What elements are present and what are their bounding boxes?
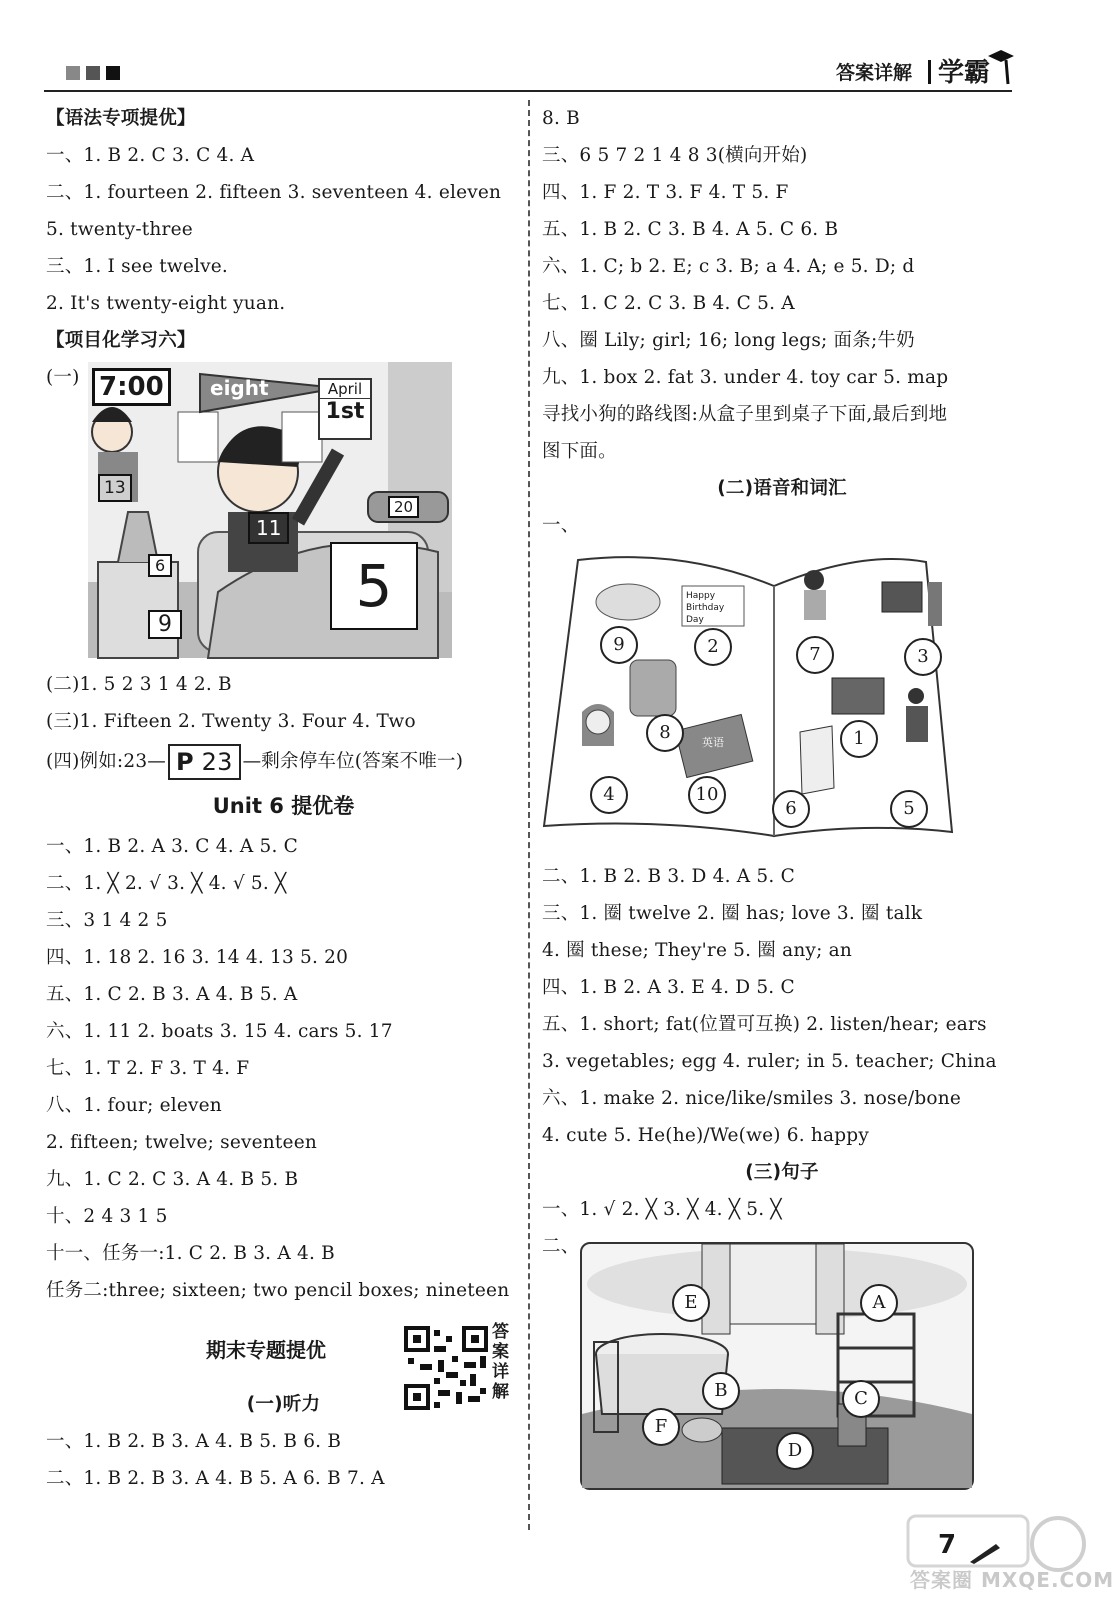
room-letter: D [776,1432,814,1470]
answer-line: 八、圈 Lily; girl; 16; long legs; 面条;牛奶 [542,330,915,351]
answer-line: 三、3 1 4 2 5 [46,910,168,931]
answer-line: 七、1. C 2. C 3. B 4. C 5. A [542,293,795,314]
grammar-section-title: 【语法专项提优】 [46,108,196,129]
part-label: (一) [46,367,80,388]
answer-line: 十、2 4 3 1 5 [46,1206,168,1227]
answer-line: 3. vegetables; egg 4. ruler; in 5. teacher; China [542,1051,997,1072]
answer-line: 一、1. B 2. B 3. A 4. B 5. B 6. B [46,1431,342,1452]
answer-line: 四、1. 18 2. 16 3. 14 4. 13 5. 20 [46,947,349,968]
parking-sign [168,744,241,780]
answer-line: 8. B [542,108,580,129]
bedroom-illustration [88,362,452,658]
answer-line: 二、1. fourteen 2. fifteen 3. seventeen 4. eleven [46,182,502,203]
project-section-title: 【项目化学习六】 [46,330,196,351]
answer-line: 五、1. C 2. B 3. A 4. B 5. A [46,984,298,1005]
answer-line: 4. 圈 these; They're 5. 圈 any; an [542,940,852,961]
answer-line: 九、1. box 2. fat 3. under 4. toy car 5. map [542,367,949,388]
calendar-day: 1st [325,399,365,424]
picture-number: 9 [600,626,638,664]
paper-number-label: 5 [330,542,418,630]
drawer-number-label: 9 [148,610,182,639]
watermark [898,1502,1114,1598]
calendar [318,378,372,440]
picture-number: 3 [904,638,942,676]
unit6-title: Unit 6 提优卷 [212,794,355,818]
header-divider [928,60,931,84]
section2-label: 一、 [542,515,580,536]
answer-line: 图下面。 [542,441,617,462]
birthday-card-text: Happy Birthday Day [686,591,725,625]
section3-title: (三)句子 [745,1162,819,1183]
picture-number: 6 [772,790,810,828]
pennant-label: eight [200,368,340,414]
watermark-text: 答案圈 MXQE.COM [910,1568,1114,1592]
column-divider [528,100,530,1530]
radio-number-label: 20 [388,496,419,518]
book-illustration [542,556,954,846]
answer-line: 三、6 5 7 2 1 4 8 3(横向开始) [542,145,808,166]
parking-sign-letter: P [176,748,194,776]
answer-line: 五、1. B 2. C 3. B 4. A 5. C 6. B [542,219,839,240]
listening-block [46,1386,521,1497]
parking-sign-number: 23 [201,748,233,776]
header-rule [44,90,1012,92]
boy-number-label: 13 [98,474,132,502]
qr-caption: 答案详解 [492,1322,509,1402]
mug-number-label: 6 [148,554,172,577]
clock-label: 7:00 [92,368,171,406]
answer-line: 十一、任务一:1. C 2. B 3. A 4. B [46,1243,335,1264]
answer-line: 二、1. B 2. B 3. A 4. B 5. A 6. B 7. A [46,1468,385,1489]
room-letter: B [702,1372,740,1410]
answer-line: 任务二:three; sixteen; two pencil boxes; nineteen [46,1280,510,1301]
answer-line: 六、1. 11 2. boats 3. 15 4. cars 5. 17 [46,1021,393,1042]
answer-line: (三)1. Fifteen 2. Twenty 3. Four 4. Two [46,711,416,732]
part4-line [46,740,521,784]
right-column [542,100,1022,544]
room-letter: C [842,1380,880,1418]
book-cover-text: 英语 [702,736,724,749]
answer-line: 八、1. four; eleven [46,1095,222,1116]
answer-line: 一、1. B 2. C 3. C 4. A [46,145,255,166]
picture-number: 7 [796,636,834,674]
answer-line: 六、1. make 2. nice/like/smiles 3. nose/bone [542,1088,961,1109]
calendar-month: April [320,380,370,399]
answer-line: (二)1. 5 2 3 1 4 2. B [46,674,232,695]
answer-line: 九、1. C 2. C 3. A 4. B 5. B [46,1169,299,1190]
graduation-cap-icon [986,44,1016,86]
answer-line: 四、1. F 2. T 3. F 4. T 5. F [542,182,789,203]
picture-number: 8 [646,714,684,752]
part4-suffix: —剩余停车位(答案不唯一) [242,751,464,772]
picture-number: 2 [694,628,732,666]
brand-logo: 学霸 [938,58,991,88]
answer-line: 2. It's twenty-eight yuan. [46,293,286,314]
answer-line: 七、1. T 2. F 3. T 4. F [46,1058,250,1079]
picture-number: 4 [590,776,628,814]
answer-line: 2. fifteen; twelve; seventeen [46,1132,317,1153]
answer-line: 二、1. B 2. B 3. D 4. A 5. C [542,866,795,887]
answer-line: 三、1. I see twelve. [46,256,229,277]
right-column-lower [542,858,1022,1265]
answer-line: 5. twenty-three [46,219,193,240]
header-squares [66,66,120,80]
picture-number: 10 [688,776,726,814]
header-title: 答案详解 [836,62,913,84]
picture-number: 1 [840,720,878,758]
room-question-label: 二、 [542,1236,580,1257]
answer-line: 寻找小狗的路线图:从盒子里到桌子下面,最后到地 [542,404,948,425]
room-letter: F [642,1408,680,1446]
answer-line: 4. cute 5. He(he)/We(we) 6. happy [542,1125,869,1146]
room-letter: E [672,1284,710,1322]
answer-line: 一、1. B 2. A 3. C 4. A 5. C [46,836,299,857]
answer-line: 四、1. B 2. A 3. E 4. D 5. C [542,977,795,998]
listening-title: (一)听力 [246,1394,321,1415]
room-letter: A [860,1284,898,1322]
answer-line: 一、1. √ 2. ╳ 3. ╳ 4. ╳ 5. ╳ [542,1199,782,1220]
page-number: 7 [938,1530,957,1560]
left-column [46,100,521,396]
answer-line: 六、1. C; b 2. E; c 3. B; a 4. A; e 5. D; d [542,256,915,277]
shirt-number-label: 11 [248,512,289,544]
room-illustration [580,1242,974,1490]
answer-line: 三、1. 圈 twelve 2. 圈 has; love 3. 圈 talk [542,903,923,924]
left-column-lower [46,666,521,1309]
answer-line: 五、1. short; fat(位置可互换) 2. listen/hear; ears [542,1014,987,1035]
final-section-title: 期末专题提优 [206,1338,326,1362]
answer-line: 二、1. ╳ 2. √ 3. ╳ 4. √ 5. ╳ [46,873,287,894]
section2-title: (二)语音和词汇 [717,478,847,499]
part4-prefix: (四)例如:23— [46,751,167,772]
picture-number: 5 [890,790,928,828]
